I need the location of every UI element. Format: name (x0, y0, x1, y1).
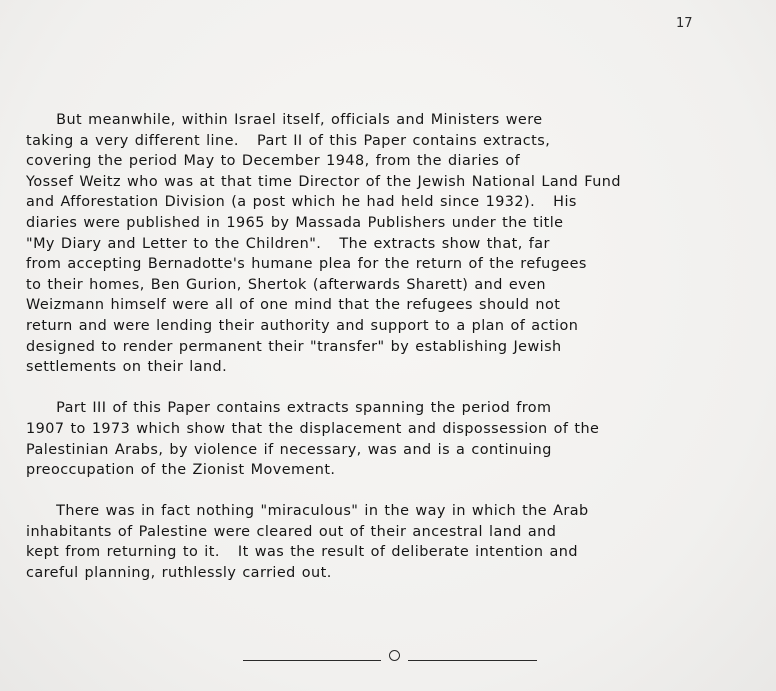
section-end-ornament (243, 647, 537, 663)
body-text (26, 110, 770, 584)
ornament-rule-left (243, 660, 381, 661)
paragraph-israel-officials: But meanwhile, within Israel itself, officials and Ministers were taking a very different line. Part II of this Paper contains extracts, covering the period May to December 1948, from the diaries of Yossef Weitz who was at that time Director of the Jewish National Land Fund and Afforestation Division (a post which he had held since 1932). His diaries were published in 1965 by Massada Publishers under the title "My Diary and Letter to the Children". The extracts show that, far from accepting Bernadotte's humane plea for the return of the refugees to their homes, Ben Gurion, Shertok (afterwards Sharett) and even Weizmann himself were all of one mind that the refugees should not return and were lending their authority and support to a plan of action designed to render permanent their "transfer" by establishing Jewish settlements on their land. (26, 112, 621, 376)
paragraph-nothing-miraculous: There was in fact nothing "miraculous" in the way in which the Arab inhabitants of Palestine were cleared out of their ancestral land and kept from returning to it. It was the result of deliberate intention and careful planning, ruthlessly carried out. (26, 503, 589, 582)
ornament-circle-icon (389, 650, 400, 661)
paragraph-part-three: Part III of this Paper contains extracts spanning the period from 1907 to 1973 which show that the displacement and dispossession of the Palestinian Arabs, by violence if necessary, was and is a continuing preoccupation of the Zionist Movement. (26, 400, 600, 479)
ornament-rule-right (408, 660, 537, 661)
page-number: 17 (676, 16, 693, 31)
